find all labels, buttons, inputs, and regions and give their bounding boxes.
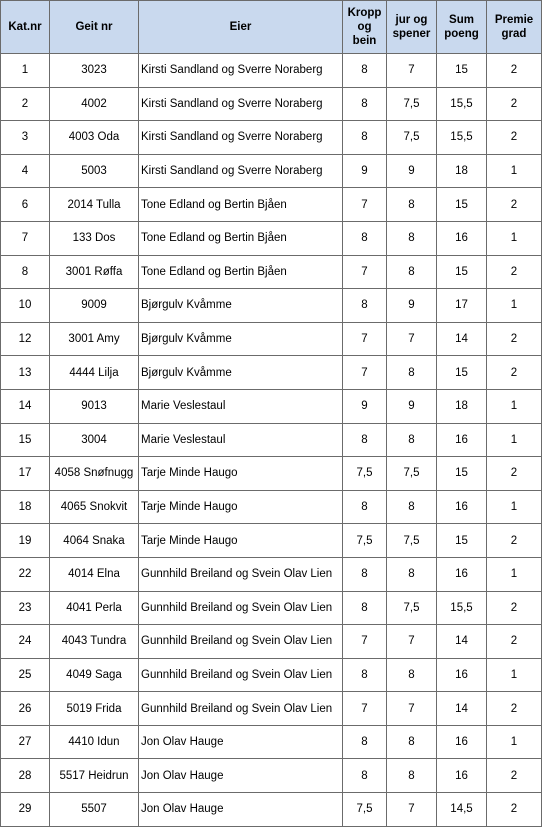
- cell-eier: Kirsti Sandland og Sverre Noraberg: [139, 87, 343, 121]
- cell-eier: Tone Edland og Bertin Bjåen: [139, 255, 343, 289]
- cell-eier: Bjørgulv Kvåmme: [139, 356, 343, 390]
- cell-kat-nr: 2: [1, 87, 50, 121]
- cell-premie-grad: 1: [487, 658, 542, 692]
- cell-kat-nr: 17: [1, 457, 50, 491]
- cell-kropp-og-bein: 8: [343, 121, 387, 155]
- cell-jur-og-spener: 8: [387, 759, 437, 793]
- cell-jur-og-spener: 8: [387, 188, 437, 222]
- cell-geit-nr: 5003: [50, 154, 139, 188]
- table-row: [1, 154, 542, 188]
- cell-kat-nr: 15: [1, 423, 50, 457]
- cell-sum-poeng: 15: [437, 54, 487, 88]
- cell-sum-poeng: 15: [437, 356, 487, 390]
- cell-sum-poeng: 17: [437, 289, 487, 323]
- cell-premie-grad: 2: [487, 759, 542, 793]
- cell-premie-grad: 1: [487, 154, 542, 188]
- cell-geit-nr: 3023: [50, 54, 139, 88]
- cell-kropp-og-bein: 8: [343, 87, 387, 121]
- cell-jur-og-spener: 7: [387, 625, 437, 659]
- cell-kropp-og-bein: 9: [343, 389, 387, 423]
- cell-eier: Tarje Minde Haugo: [139, 457, 343, 491]
- cell-kropp-og-bein: 8: [343, 221, 387, 255]
- table-row: [1, 54, 542, 88]
- cell-eier: Tone Edland og Bertin Bjåen: [139, 188, 343, 222]
- cell-kropp-og-bein: 8: [343, 591, 387, 625]
- cell-jur-og-spener: 8: [387, 423, 437, 457]
- cell-eier: Bjørgulv Kvåmme: [139, 289, 343, 323]
- cell-sum-poeng: 16: [437, 658, 487, 692]
- cell-premie-grad: 1: [487, 557, 542, 591]
- cell-kropp-og-bein: 8: [343, 759, 387, 793]
- cell-jur-og-spener: 7,5: [387, 457, 437, 491]
- cell-geit-nr: 4058 Snøfnugg: [50, 457, 139, 491]
- cell-sum-poeng: 15: [437, 524, 487, 558]
- cell-kropp-og-bein: 7: [343, 692, 387, 726]
- cell-kat-nr: 18: [1, 490, 50, 524]
- cell-sum-poeng: 16: [437, 759, 487, 793]
- cell-sum-poeng: 15: [437, 188, 487, 222]
- cell-eier: Jon Olav Hauge: [139, 793, 343, 827]
- cell-jur-og-spener: 8: [387, 221, 437, 255]
- cell-kat-nr: 1: [1, 54, 50, 88]
- cell-kropp-og-bein: 7,5: [343, 457, 387, 491]
- table-row: [1, 591, 542, 625]
- header-eier: Eier: [139, 1, 343, 54]
- cell-jur-og-spener: 7: [387, 793, 437, 827]
- cell-premie-grad: 1: [487, 289, 542, 323]
- cell-kropp-og-bein: 8: [343, 289, 387, 323]
- table-row: [1, 490, 542, 524]
- cell-geit-nr: 4064 Snaka: [50, 524, 139, 558]
- cell-sum-poeng: 14: [437, 625, 487, 659]
- cell-kat-nr: 24: [1, 625, 50, 659]
- cell-jur-og-spener: 7,5: [387, 87, 437, 121]
- table-row: [1, 524, 542, 558]
- cell-sum-poeng: 14,5: [437, 793, 487, 827]
- table-row: [1, 725, 542, 759]
- cell-sum-poeng: 18: [437, 154, 487, 188]
- cell-geit-nr: 4410 Idun: [50, 725, 139, 759]
- cell-kropp-og-bein: 7: [343, 625, 387, 659]
- cell-kat-nr: 13: [1, 356, 50, 390]
- cell-kat-nr: 22: [1, 557, 50, 591]
- cell-geit-nr: 3001 Amy: [50, 322, 139, 356]
- cell-jur-og-spener: 9: [387, 389, 437, 423]
- cell-kat-nr: 29: [1, 793, 50, 827]
- cell-premie-grad: 1: [487, 423, 542, 457]
- cell-premie-grad: 2: [487, 322, 542, 356]
- header-kat-nr: Kat.nr: [1, 1, 50, 54]
- header-sum-poeng: Sum poeng: [437, 1, 487, 54]
- cell-premie-grad: 2: [487, 591, 542, 625]
- table-row: [1, 289, 542, 323]
- cell-geit-nr: 4041 Perla: [50, 591, 139, 625]
- cell-geit-nr: 5507: [50, 793, 139, 827]
- cell-sum-poeng: 16: [437, 557, 487, 591]
- cell-eier: Gunnhild Breiland og Svein Olav Lien: [139, 625, 343, 659]
- cell-premie-grad: 2: [487, 793, 542, 827]
- cell-jur-og-spener: 8: [387, 356, 437, 390]
- table-row: [1, 87, 542, 121]
- cell-eier: Marie Veslestaul: [139, 423, 343, 457]
- cell-premie-grad: 1: [487, 490, 542, 524]
- cell-kat-nr: 28: [1, 759, 50, 793]
- cell-geit-nr: 4014 Elna: [50, 557, 139, 591]
- cell-geit-nr: 4043 Tundra: [50, 625, 139, 659]
- cell-geit-nr: 3001 Røffa: [50, 255, 139, 289]
- cell-kropp-og-bein: 8: [343, 658, 387, 692]
- cell-eier: Gunnhild Breiland og Svein Olav Lien: [139, 692, 343, 726]
- cell-sum-poeng: 16: [437, 423, 487, 457]
- cell-eier: Kirsti Sandland og Sverre Noraberg: [139, 121, 343, 155]
- cell-jur-og-spener: 8: [387, 490, 437, 524]
- cell-kropp-og-bein: 8: [343, 54, 387, 88]
- cell-geit-nr: 5517 Heidrun: [50, 759, 139, 793]
- cell-kropp-og-bein: 7: [343, 322, 387, 356]
- cell-premie-grad: 2: [487, 188, 542, 222]
- cell-kat-nr: 23: [1, 591, 50, 625]
- cell-eier: Kirsti Sandland og Sverre Noraberg: [139, 154, 343, 188]
- cell-geit-nr: 9009: [50, 289, 139, 323]
- cell-kropp-og-bein: 8: [343, 490, 387, 524]
- cell-geit-nr: 3004: [50, 423, 139, 457]
- cell-jur-og-spener: 7: [387, 692, 437, 726]
- header-premie-grad: Premie grad: [487, 1, 542, 54]
- cell-kat-nr: 4: [1, 154, 50, 188]
- cell-geit-nr: 4002: [50, 87, 139, 121]
- cell-premie-grad: 2: [487, 356, 542, 390]
- cell-geit-nr: 133 Dos: [50, 221, 139, 255]
- table-row: [1, 759, 542, 793]
- cell-kropp-og-bein: 7,5: [343, 793, 387, 827]
- table-row: [1, 255, 542, 289]
- cell-kat-nr: 19: [1, 524, 50, 558]
- cell-kat-nr: 14: [1, 389, 50, 423]
- cell-kat-nr: 10: [1, 289, 50, 323]
- cell-eier: Tarje Minde Haugo: [139, 490, 343, 524]
- cell-sum-poeng: 16: [437, 725, 487, 759]
- cell-premie-grad: 2: [487, 121, 542, 155]
- cell-sum-poeng: 15,5: [437, 591, 487, 625]
- cell-premie-grad: 2: [487, 692, 542, 726]
- cell-eier: Bjørgulv Kvåmme: [139, 322, 343, 356]
- header-geit-nr: Geit nr: [50, 1, 139, 54]
- table-row: [1, 322, 542, 356]
- cell-sum-poeng: 15: [437, 255, 487, 289]
- table-row: [1, 356, 542, 390]
- table-row: [1, 121, 542, 155]
- cell-sum-poeng: 15: [437, 457, 487, 491]
- cell-geit-nr: 4444 Lilja: [50, 356, 139, 390]
- cell-kropp-og-bein: 7: [343, 188, 387, 222]
- table-row: [1, 793, 542, 827]
- cell-premie-grad: 2: [487, 54, 542, 88]
- cell-jur-og-spener: 9: [387, 154, 437, 188]
- cell-jur-og-spener: 9: [387, 289, 437, 323]
- cell-jur-og-spener: 7,5: [387, 524, 437, 558]
- cell-kat-nr: 12: [1, 322, 50, 356]
- cell-eier: Gunnhild Breiland og Svein Olav Lien: [139, 557, 343, 591]
- cell-sum-poeng: 14: [437, 692, 487, 726]
- cell-jur-og-spener: 7,5: [387, 121, 437, 155]
- cell-jur-og-spener: 8: [387, 557, 437, 591]
- cell-eier: Jon Olav Hauge: [139, 725, 343, 759]
- cell-sum-poeng: 16: [437, 490, 487, 524]
- cell-eier: Tarje Minde Haugo: [139, 524, 343, 558]
- cell-jur-og-spener: 7: [387, 322, 437, 356]
- cell-geit-nr: 4003 Oda: [50, 121, 139, 155]
- header-jur-og-spener: jur og spener: [387, 1, 437, 54]
- cell-eier: Gunnhild Breiland og Svein Olav Lien: [139, 658, 343, 692]
- table-row: [1, 692, 542, 726]
- cell-eier: Kirsti Sandland og Sverre Noraberg: [139, 54, 343, 88]
- cell-kropp-og-bein: 9: [343, 154, 387, 188]
- cell-kat-nr: 8: [1, 255, 50, 289]
- cell-jur-og-spener: 7,5: [387, 591, 437, 625]
- cell-geit-nr: 5019 Frida: [50, 692, 139, 726]
- cell-sum-poeng: 14: [437, 322, 487, 356]
- cell-geit-nr: 4065 Snokvit: [50, 490, 139, 524]
- cell-kropp-og-bein: 7: [343, 356, 387, 390]
- table-row: [1, 625, 542, 659]
- cell-jur-og-spener: 7: [387, 54, 437, 88]
- cell-kat-nr: 26: [1, 692, 50, 726]
- table-row: [1, 457, 542, 491]
- cell-kat-nr: 3: [1, 121, 50, 155]
- cell-geit-nr: 9013: [50, 389, 139, 423]
- cell-kropp-og-bein: 7,5: [343, 524, 387, 558]
- cell-kropp-og-bein: 8: [343, 557, 387, 591]
- table-row: [1, 423, 542, 457]
- cell-jur-og-spener: 8: [387, 725, 437, 759]
- cell-eier: Marie Veslestaul: [139, 389, 343, 423]
- table-row: [1, 221, 542, 255]
- cell-sum-poeng: 15,5: [437, 121, 487, 155]
- cell-premie-grad: 2: [487, 524, 542, 558]
- table-body: [1, 54, 542, 827]
- cell-premie-grad: 2: [487, 457, 542, 491]
- cell-premie-grad: 1: [487, 221, 542, 255]
- cell-kat-nr: 7: [1, 221, 50, 255]
- table-row: [1, 557, 542, 591]
- cell-sum-poeng: 16: [437, 221, 487, 255]
- cell-eier: Tone Edland og Bertin Bjåen: [139, 221, 343, 255]
- table-row: [1, 389, 542, 423]
- table-row: [1, 188, 542, 222]
- cell-kropp-og-bein: 7: [343, 255, 387, 289]
- cell-kropp-og-bein: 8: [343, 423, 387, 457]
- cell-eier: Jon Olav Hauge: [139, 759, 343, 793]
- cell-sum-poeng: 15,5: [437, 87, 487, 121]
- cell-geit-nr: 4049 Saga: [50, 658, 139, 692]
- header-row: [1, 1, 542, 54]
- header-kropp-og-bein: Kropp og bein: [343, 1, 387, 54]
- cell-kat-nr: 25: [1, 658, 50, 692]
- cell-kropp-og-bein: 8: [343, 725, 387, 759]
- cell-premie-grad: 2: [487, 87, 542, 121]
- cell-premie-grad: 1: [487, 389, 542, 423]
- cell-premie-grad: 2: [487, 255, 542, 289]
- cell-premie-grad: 2: [487, 625, 542, 659]
- cell-jur-og-spener: 8: [387, 255, 437, 289]
- cell-jur-og-spener: 8: [387, 658, 437, 692]
- table-row: [1, 658, 542, 692]
- cell-kat-nr: 6: [1, 188, 50, 222]
- cell-kat-nr: 27: [1, 725, 50, 759]
- cell-eier: Gunnhild Breiland og Svein Olav Lien: [139, 591, 343, 625]
- cell-geit-nr: 2014 Tulla: [50, 188, 139, 222]
- cell-premie-grad: 1: [487, 725, 542, 759]
- cell-sum-poeng: 18: [437, 389, 487, 423]
